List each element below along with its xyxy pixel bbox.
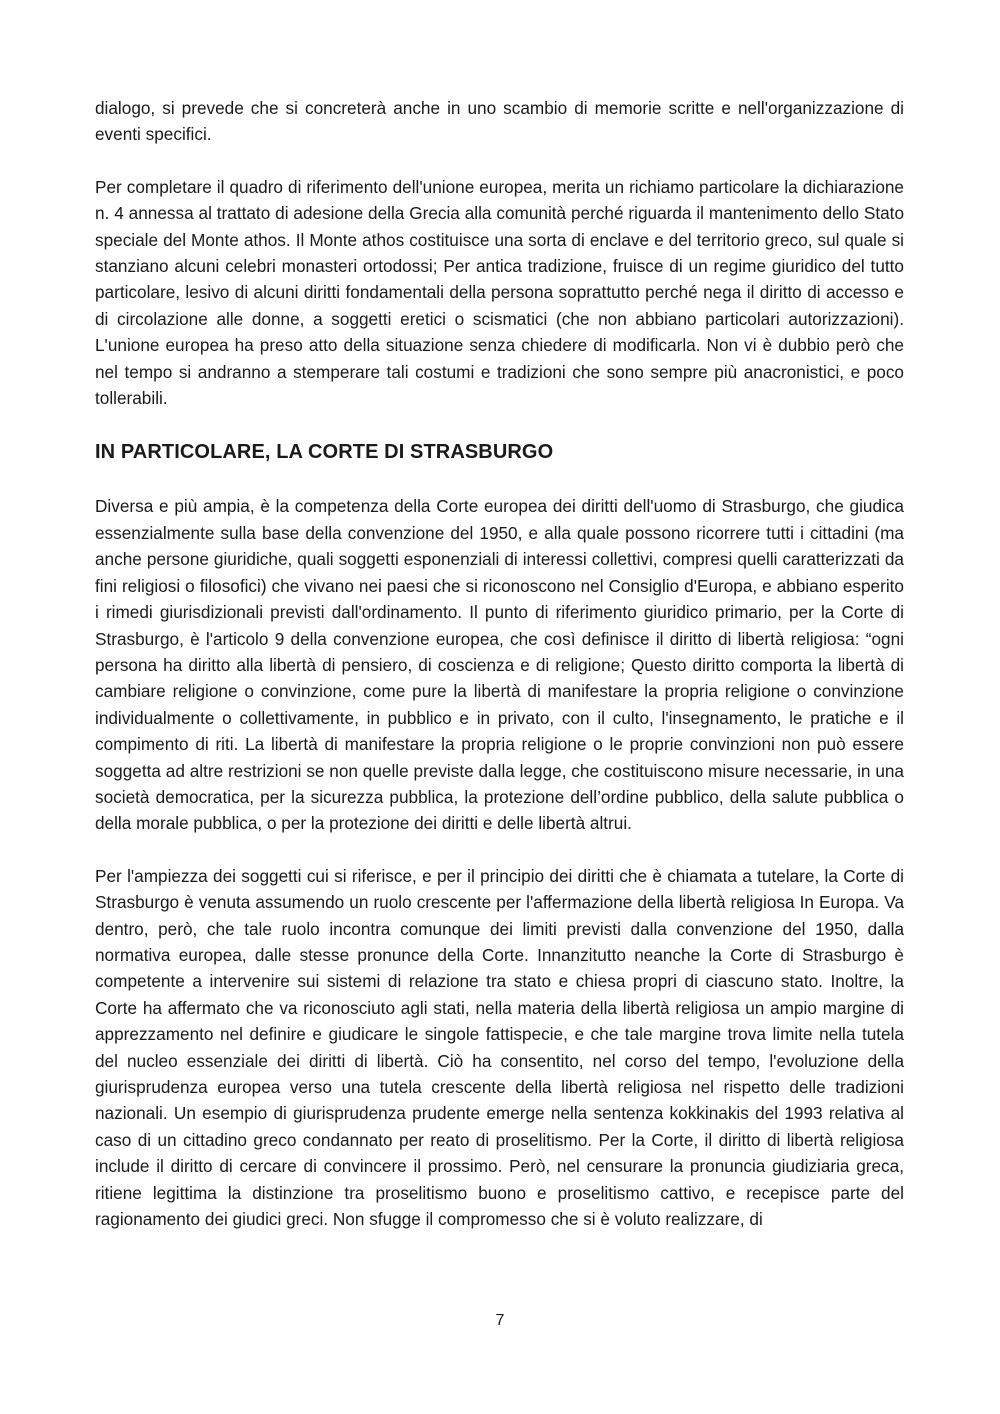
page-number: 7: [495, 1312, 505, 1329]
paragraph: dialogo, si prevede che si concreterà anche in uno scambio di memorie scritte e nell'organizzazione di eventi specifici.: [95, 98, 904, 145]
paragraph: Diversa e più ampia, è la competenza della Corte europea dei diritti dell'uomo di Strasburgo, che giudica essenzialmente sulla base della convenzione del 1950, e alla quale possono ricorrere tutti i cittadini (ma anche persone giuridiche, quali soggetti esponenziali di interessi collettivi, compresi quelli caratterizzati da fini religiosi o filosofici) che vivano nei paesi che si riconoscono nel Consiglio d'Europa, e abbiano esperito i rimedi giurisdizionali previsti dall'ordinamento. Il punto di riferimento giuridico primario, per la Corte di Strasburgo, è l'articolo 9 della convenzione europea, che così definisce il diritto di libertà religiosa: “ogni persona ha diritto alla libertà di pensiero, di coscienza e di religione; Questo diritto comporta la libertà di cambiare religione o convinzione, come pure la libertà di manifestare la propria religione o convinzione individualmente o collettivamente, in pubblico e in privato, con il culto, l'insegnamento, le pratiche e il compimento di riti. La libertà di manifestare la propria religione o le proprie convinzioni non può essere soggetta ad altre restrizioni se non quelle previste dalla legge, che costituiscono misure necessarie, in una società democratica, per la sicurezza pubblica, la protezione dell’ordine pubblico, della salute pubblica o della morale pubblica, o per la protezione dei diritti e delle libertà altrui.: [95, 496, 904, 834]
page-body: [95, 95, 904, 1232]
paragraph: Per l'ampiezza dei soggetti cui si riferisce, e per il principio dei diritti che è chiamata a tutelare, la Corte di Strasburgo è venuta assumendo un ruolo crescente per l'affermazione della libertà religiosa In Europa. Va dentro, però, che tale ruolo incontra comunque dei limiti previsti dalla convenzione del 1950, dalla normativa europea, dalle stesse pronunce della Corte. Innanzitutto neanche la Corte di Strasburgo è competente a intervenire sui sistemi di relazione tra stato e chiesa propri di ciascuno stato. Inoltre, la Corte ha affermato che va riconosciuto agli stati, nella materia della libertà religiosa un ampio margine di apprezzamento nel definire e giudicare le singole fattispecie, e che tale margine trova limite nella tutela del nucleo essenziale dei diritti di libertà. Ciò ha consentito, nel corso del tempo, l'evoluzione della giurisprudenza europea verso una tutela crescente della libertà religiosa nel rispetto delle tradizioni nazionali. Un esempio di giurisprudenza prudente emerge nella sentenza kokkinakis del 1993 relativa al caso di un cittadino greco condannato per reato di proselitismo. Per la Corte, il diritto di libertà religiosa include il diritto di cercare di convincere il prossimo. Però, nel censurare la pronuncia giudiziaria greca, ritiene legittima la distinzione tra proselitismo buono e proselitismo cattivo, e recepisce parte del ragionamento dei giudici greci. Non sfugge il compromesso che si è voluto realizzare, di: [95, 865, 904, 1230]
section-heading: IN PARTICOLARE, LA CORTE DI STRASBURGO: [95, 441, 554, 464]
paragraph: Per completare il quadro di riferimento dell'unione europea, merita un richiamo particolare la dichiarazione n. 4 annessa al trattato di adesione della Grecia alla comunità perché riguarda il mantenimento dello Stato speciale del Monte athos. Il Monte athos costituisce una sorta di enclave e del territorio greco, sul quale si stanziano alcuni celebri monasteri ortodossi; Per antica tradizione, fruisce di un regime giuridico del tutto particolare, lesivo di alcuni diritti fondamentali della persona soprattutto perché nega il diritto di accesso e di circolazione alle donne, a soggetti eretici o scismatici (che non abbiano particolari autorizzazioni). L'unione europea ha preso atto della situazione senza chiedere di modificarla. Non vi è dubbio però che nel tempo si andranno a stemperare tali costumi e tradizioni che sono sempre più anacronistici, e poco tollerabili.: [95, 176, 904, 409]
